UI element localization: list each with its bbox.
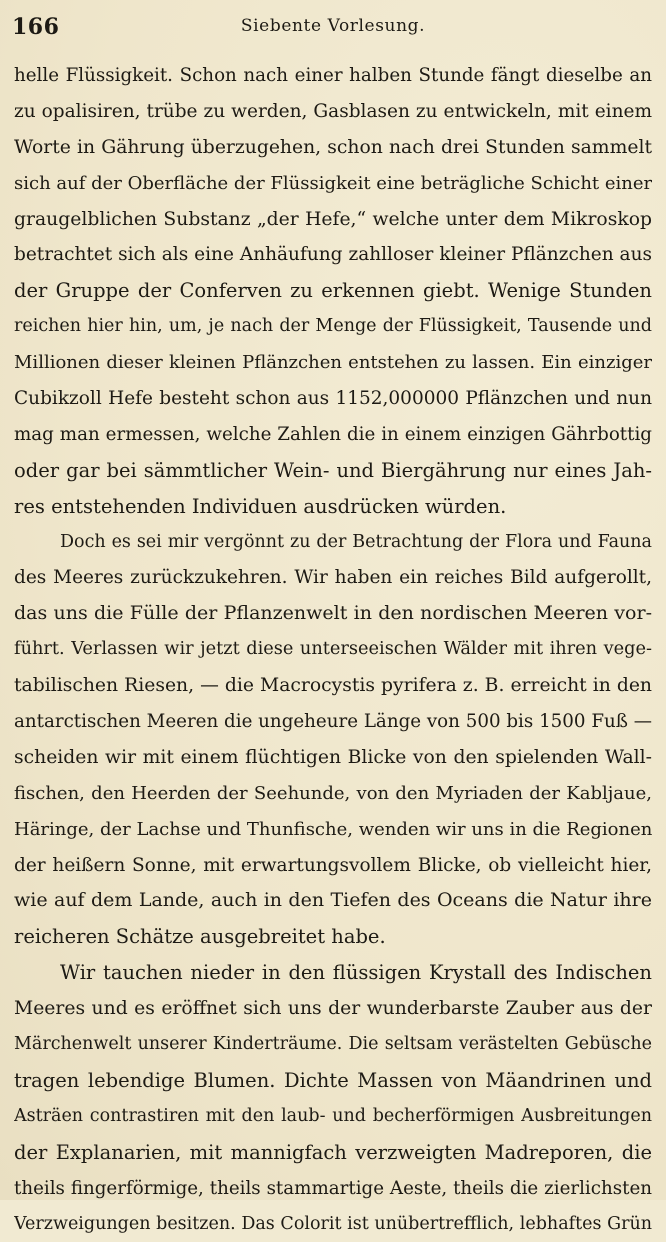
text-line: graugelblichen Substanz „der Hefe,“ welche unter dem Mikroskop (14, 202, 652, 238)
text-line: Millionen dieser kleinen Pflänzchen entstehen zu lassen. Ein einziger (14, 345, 652, 381)
text-line: Märchenwelt unserer Kinderträume. Die seltsam verästelten Gebüsche (14, 1027, 652, 1063)
text-line: führt. Verlassen wir jetzt diese unterseeischen Wälder mit ihren vege- (14, 632, 652, 668)
page-header (12, 14, 654, 40)
text-line: fischen, den Heerden der Seehunde, von den Myriaden der Kabljaue, (14, 776, 652, 812)
text-line: Verzweigungen besitzen. Das Colorit ist unübertrefflich, lebhaftes Grün (14, 1207, 652, 1242)
text-line: Meeres und es eröffnet sich uns der wunderbarste Zauber aus der (14, 991, 652, 1027)
text-line: antarctischen Meeren die ungeheure Länge von 500 bis 1500 Fuß — (14, 704, 652, 740)
text-line: Häringe, der Lachse und Thunfische, wenden wir uns in die Regionen (14, 812, 652, 848)
text-line: tabilischen Riesen, — die Macrocystis pyrifera z. B. erreicht in den (14, 668, 652, 704)
text-line: reichen hier hin, um, je nach der Menge der Flüssigkeit, Tausende und (14, 309, 652, 345)
running-head: Siebente Vorlesung. (12, 16, 654, 36)
text-line: tragen lebendige Blumen. Dichte Massen von Mäandrinen und (14, 1063, 652, 1099)
text-line: des Meeres zurückzukehren. Wir haben ein reiches Bild aufgerollt, (14, 560, 652, 596)
text-line: betrachtet sich als eine Anhäufung zahlloser kleiner Pflänzchen aus (14, 237, 652, 273)
text-line: res entstehenden Individuen ausdrücken würden. (14, 489, 652, 525)
text-line: scheiden wir mit einem flüchtigen Blicke von den spielenden Wall- (14, 740, 652, 776)
text-line: Cubikzoll Hefe besteht schon aus 1152,000000 Pflänzchen und nun (14, 381, 652, 417)
text-line: reicheren Schätze ausgebreitet habe. (14, 919, 652, 955)
body-text (14, 58, 652, 1242)
text-line: Asträen contrastiren mit den laub- und becherförmigen Ausbreitungen (14, 1099, 652, 1135)
text-line: helle Flüssigkeit. Schon nach einer halben Stunde fängt dieselbe an (14, 58, 652, 94)
text-line: mag man ermessen, welche Zahlen die in einem einzigen Gährbottig (14, 417, 652, 453)
page-number: 166 (12, 14, 59, 40)
text-line: Doch es sei mir vergönnt zu der Betrachtung der Flora und Fauna (14, 525, 652, 561)
text-line: sich auf der Oberfläche der Flüssigkeit eine beträgliche Schicht einer (14, 166, 652, 202)
text-line: theils fingerförmige, theils stammartige Aeste, theils die zierlichsten (14, 1171, 652, 1207)
text-line: oder gar bei sämmtlicher Wein- und Biergährung nur eines Jah- (14, 453, 652, 489)
text-line: der heißern Sonne, mit erwartungsvollem Blicke, ob vielleicht hier, (14, 848, 652, 884)
text-line: der Explanarien, mit mannigfach verzweigten Madreporen, die (14, 1135, 652, 1171)
text-line: Worte in Gährung überzugehen, schon nach drei Stunden sammelt (14, 130, 652, 166)
text-line: Wir tauchen nieder in den flüssigen Krystall des Indischen (14, 955, 652, 991)
text-line: der Gruppe der Conferven zu erkennen giebt. Wenige Stunden (14, 273, 652, 309)
text-line: zu opalisiren, trübe zu werden, Gasblasen zu entwickeln, mit einem (14, 94, 652, 130)
text-line: das uns die Fülle der Pflanzenwelt in den nordischen Meeren vor- (14, 596, 652, 632)
text-line: wie auf dem Lande, auch in den Tiefen des Oceans die Natur ihre (14, 883, 652, 919)
